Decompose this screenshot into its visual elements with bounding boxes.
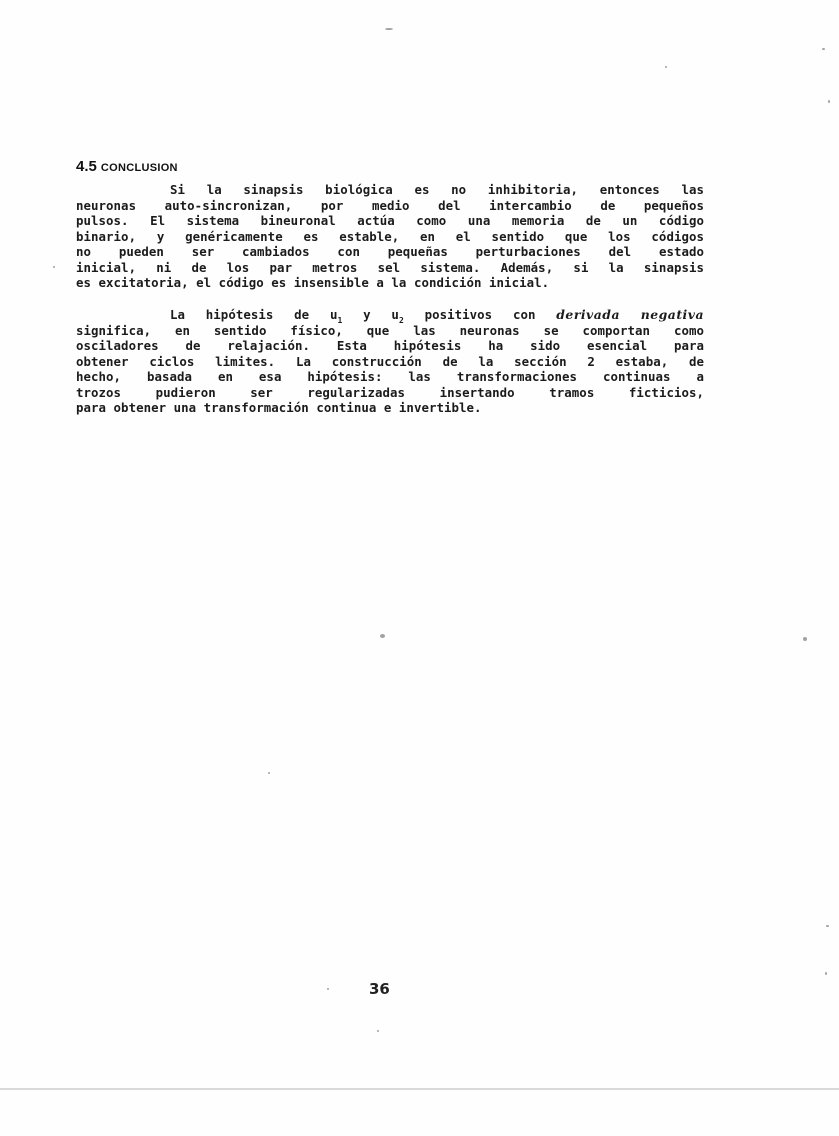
variable-u2 <box>391 307 403 322</box>
paragraph-line: binario, y genéricamente es estable, en el sentido que los códigos <box>76 228 704 244</box>
scan-speck <box>327 988 329 990</box>
subscript: 2 <box>398 316 404 323</box>
scan-speck <box>822 48 825 50</box>
paragraph-line: no pueden ser cambiados con pequeñas perturbaciones del estado <box>76 244 704 259</box>
scan-speck <box>377 1030 379 1032</box>
paragraph-line: significa, en sentido físico, que las neuronas se comportan como <box>76 322 704 338</box>
scan-speck <box>665 66 667 68</box>
scan-speck <box>53 266 55 268</box>
paragraph-line: neuronas auto-sincronizan, por medio del intercambio de pequeños <box>76 197 704 213</box>
page-bottom-edge <box>0 1088 839 1090</box>
paragraph-line: inicial, ni de los par metros sel sistema. Además, si la sinapsis <box>76 259 704 275</box>
paragraph-line: osciladores de relajación. Esta hipótesis ha sido esencial para <box>76 338 704 353</box>
page-number: 36 <box>369 980 390 998</box>
paragraph-line: para obtener una transformación continua e invertible. <box>76 400 482 415</box>
paragraph-2 <box>76 307 704 416</box>
emphasis-derivada: derivada <box>556 307 620 322</box>
scan-speck <box>826 925 829 927</box>
subscript: 1 <box>337 316 343 323</box>
text-fragment: y <box>363 307 371 322</box>
text-fragment: positivos con <box>424 307 536 322</box>
scan-speck <box>385 28 393 30</box>
paragraph-line: hecho, basada en esa hipótesis: las transformaciones continuas a <box>76 369 704 384</box>
scan-speck <box>828 100 830 103</box>
variable-symbol: u <box>329 307 338 322</box>
paragraph-line: trozos pudieron ser regularizadas insertando tramos ficticios, <box>76 384 704 400</box>
paragraph-line: es excitatoria, el código es insensible a la condición inicial. <box>76 275 550 290</box>
paragraph-line: pulsos. El sistema bineuronal actúa como una memoria de un código <box>76 213 704 228</box>
paragraph-line: obtener ciclos limites. La construcción de la sección 2 estaba, de <box>76 353 704 369</box>
scan-speck <box>803 637 807 641</box>
emphasis-negativa: negativa <box>640 307 704 322</box>
scan-speck <box>268 772 270 774</box>
section-title: CONCLUSION <box>100 162 178 174</box>
section-heading <box>76 150 178 178</box>
paragraph-first-line <box>76 307 704 323</box>
variable-u1 <box>330 307 342 322</box>
paragraph-line: Si la sinapsis biológica es no inhibitoria, entonces las <box>170 182 704 197</box>
section-number: 4.5 <box>76 158 97 175</box>
text-fragment: La hipótesis de <box>170 307 310 322</box>
scan-speck <box>380 634 385 638</box>
scan-speck <box>825 972 827 975</box>
variable-symbol: u <box>391 307 399 322</box>
paragraph-1 <box>76 182 704 291</box>
